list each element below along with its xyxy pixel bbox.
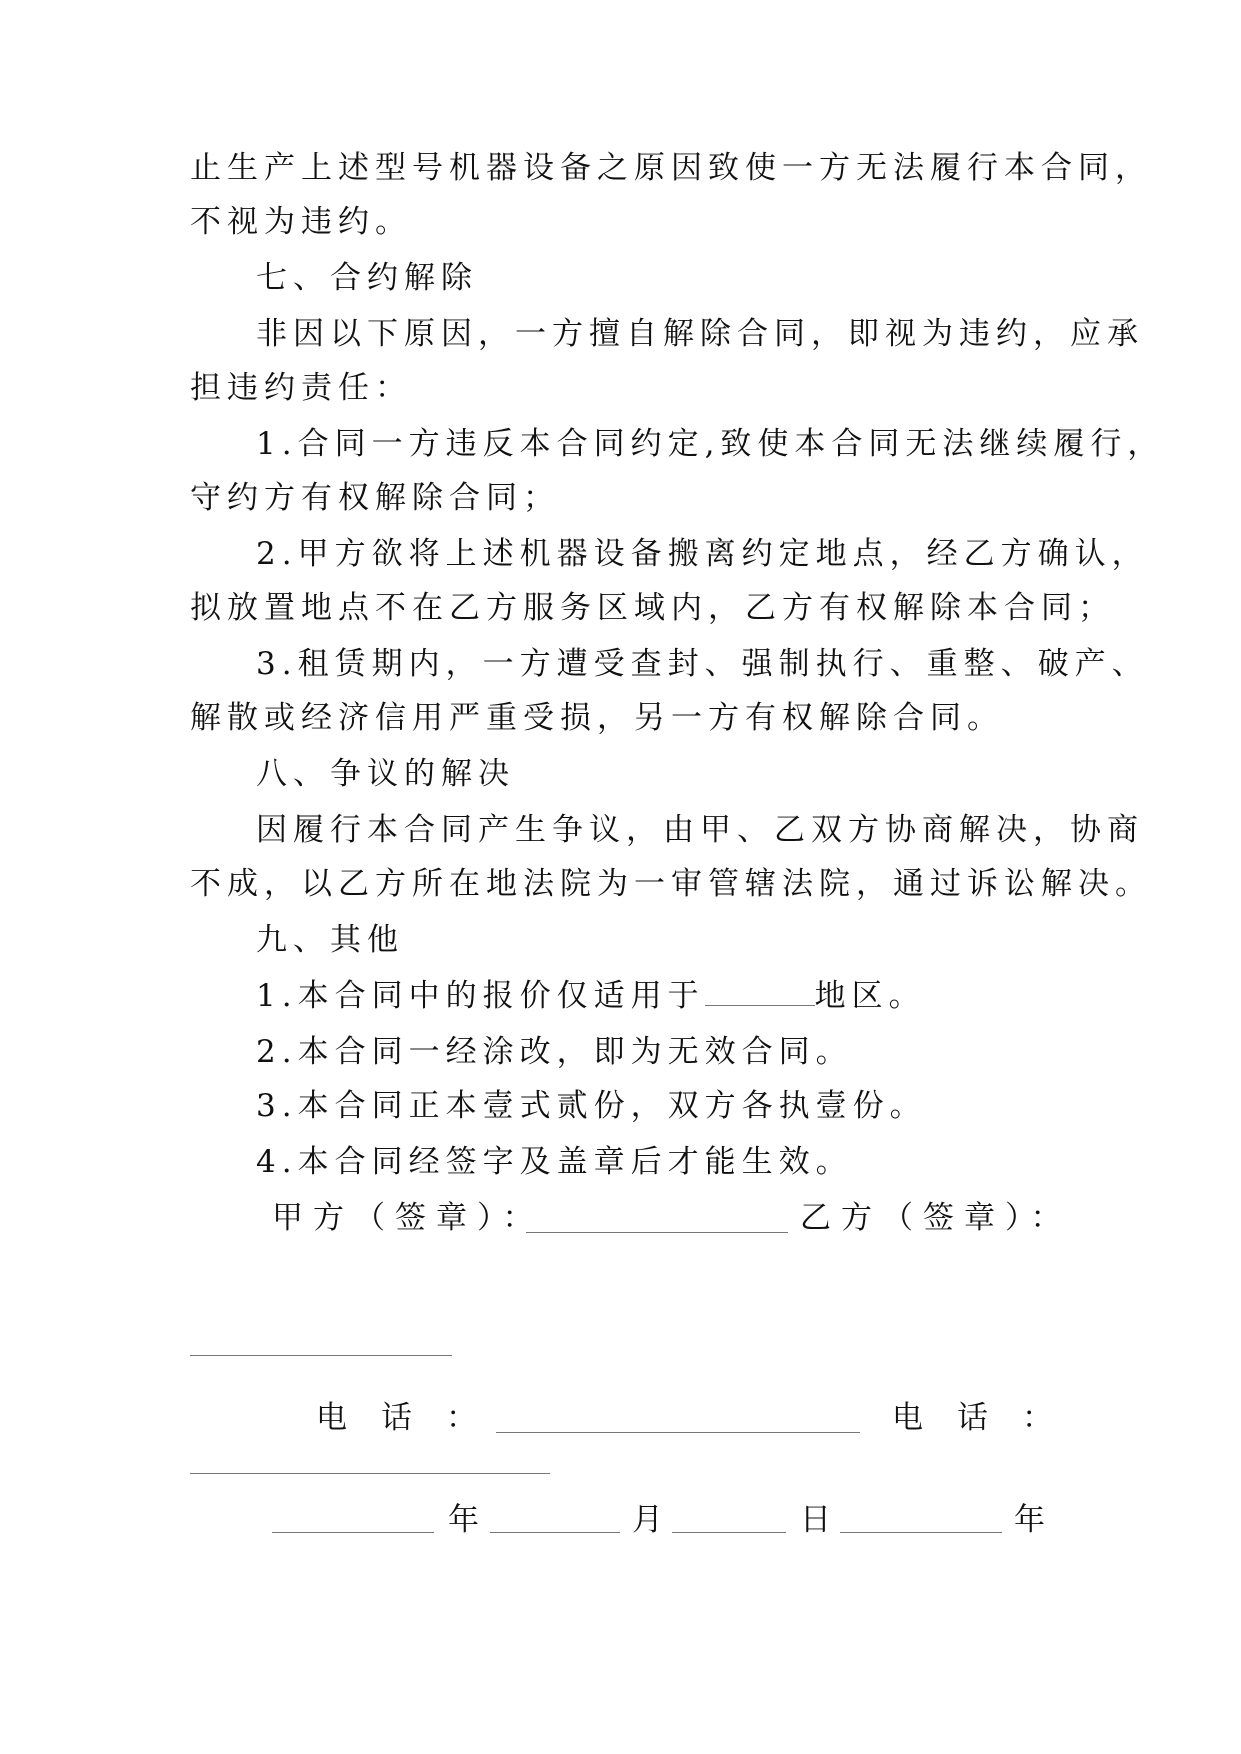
list-item: 3.本合同正本壹式贰份，双方各执壹份。 bbox=[256, 1088, 927, 1124]
phone-b-blank[interactable] bbox=[190, 1473, 550, 1474]
party-b-signature-blank[interactable] bbox=[190, 1355, 452, 1356]
year-blank[interactable] bbox=[272, 1532, 434, 1533]
day-blank[interactable] bbox=[672, 1532, 786, 1533]
paragraph-line: 不成，以乙方所在地法院为一审管辖法院，通过诉讼解决。 bbox=[190, 866, 1152, 902]
month-label: 月 bbox=[632, 1502, 665, 1538]
phone-a-blank[interactable] bbox=[496, 1432, 860, 1433]
item-text: 地区。 bbox=[814, 978, 926, 1014]
paragraph-line: 守约方有权解除合同； bbox=[190, 480, 560, 516]
section-heading: 九、其他 bbox=[256, 922, 404, 958]
year-label: 年 bbox=[448, 1502, 481, 1538]
paragraph-line: 担违约责任： bbox=[190, 370, 412, 406]
party-b-label: 乙方（签章）： bbox=[800, 1200, 1072, 1236]
paragraph-line: 拟放置地点不在乙方服务区域内，乙方有权解除本合同； bbox=[190, 590, 1115, 626]
paragraph-line: 止生产上述型号机器设备之原因致使一方无法履行本合同， bbox=[190, 150, 1152, 186]
paragraph-line: 因履行本合同产生争议，由甲、乙双方协商解决，协商 bbox=[256, 812, 1144, 848]
month-blank[interactable] bbox=[490, 1532, 620, 1533]
paragraph-line: 解散或经济信用严重受损，另一方有权解除合同。 bbox=[190, 700, 1004, 736]
item-text: 1.本合同中的报价仅适用于 bbox=[256, 978, 705, 1014]
list-item: 4.本合同经签字及盖章后才能生效。 bbox=[256, 1144, 853, 1180]
list-item bbox=[256, 976, 1136, 1016]
year2-blank[interactable] bbox=[840, 1532, 1002, 1533]
list-item: 2.本合同一经涂改，即为无效合同。 bbox=[256, 1034, 853, 1070]
paragraph-line: 不视为违约。 bbox=[190, 204, 412, 240]
party-a-label: 甲方（签章）： bbox=[272, 1200, 544, 1236]
region-blank[interactable] bbox=[705, 1001, 815, 1006]
day-label: 日 bbox=[800, 1502, 833, 1538]
phone-b-label: 电话： bbox=[892, 1400, 1087, 1436]
list-item: 1.合同一方违反本合同约定,致使本合同无法继续履行， bbox=[256, 426, 1165, 462]
paragraph-line: 非因以下原因，一方擅自解除合同，即视为违约，应承 bbox=[256, 316, 1144, 352]
section-heading: 八、争议的解决 bbox=[256, 756, 515, 792]
list-item: 2.甲方欲将上述机器设备搬离约定地点，经乙方确认， bbox=[256, 536, 1149, 572]
section-heading: 七、合约解除 bbox=[256, 260, 478, 296]
party-a-signature-blank[interactable] bbox=[526, 1232, 788, 1233]
phone-a-label: 电话： bbox=[316, 1400, 511, 1436]
year2-label: 年 bbox=[1014, 1502, 1047, 1538]
list-item: 3.租赁期内，一方遭受查封、强制执行、重整、破产、 bbox=[256, 646, 1149, 682]
